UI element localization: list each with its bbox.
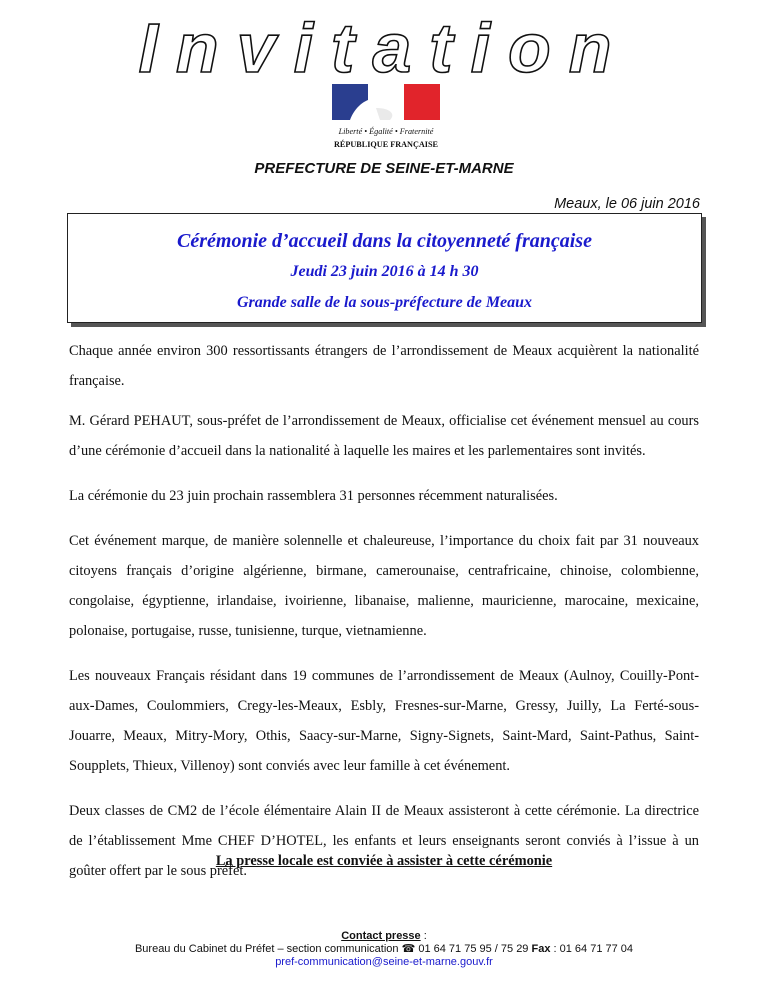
paragraph: Les nouveaux Français résidant dans 19 communes de l’arrondissement de Meaux (Aulnoy, Couilly-Pont-aux-Dames, Coulommiers, Cregy-les-Meaux, Esbly, Fresnes-sur-Marne, Gressy, Juilly, La Ferté-sous-Jouarre, Meaux, Mitry-Mory, Othis, Saacy-sur-Marne, Signy-Signets, Saint-Mard, Saint-Pathus, Saint-Soupplets, Thieux, Villenoy) sont conviés avec leur famille à cet événement. bbox=[69, 668, 699, 774]
paragraph: Chaque année environ 300 ressortissants étrangers de l’arrondissement de Meaux acquièrent la nationalité française. bbox=[69, 343, 699, 389]
invitation-title-graphic bbox=[0, 14, 768, 84]
fax-label: Fax bbox=[531, 943, 551, 955]
paragraph: M. Gérard PEHAUT, sous-préfet de l’arrondissement de Meaux, officialise cet événement mensuel au cours d’une cérémonie d’accueil dans la nationalité à laquelle les maires et les parlementaires sont invités. bbox=[69, 413, 699, 459]
contact-office: Bureau du Cabinet du Préfet – section communication bbox=[134, 943, 399, 955]
marianne-logo bbox=[330, 84, 440, 156]
logo-motto: Liberté • Égalité • Fraternité bbox=[338, 127, 434, 136]
paragraph: Cet événement marque, de manière solennelle et chaleureuse, l’importance du choix fait par 31 nouveaux citoyens français d’origine algérienne, birmane, camerounaise, centrafricaine, chinoise, colombienne, congolaise, égyptienne, irlandaise, ivoirienne, libanaise, malienne, mauricienne, marocaine, mexicaine, polonaise, portugaise, russe, tunisienne, turque, vietnamienne. bbox=[69, 533, 699, 639]
contact-email-link[interactable]: pref-communication@seine-et-marne.gouv.fr bbox=[275, 956, 493, 968]
prefecture-heading: PREFECTURE DE SEINE-ET-MARNE bbox=[254, 160, 514, 177]
body-text bbox=[69, 336, 699, 901]
logo-republic: RÉPUBLIQUE FRANÇAISE bbox=[334, 140, 438, 149]
event-datetime: Jeudi 23 juin 2016 à 14 h 30 bbox=[290, 263, 479, 280]
paragraph: Deux classes de CM2 de l’école élémentaire Alain II de Meaux assisteront à cette cérémonie. La directrice de l’établissement Mme CHEF D’HOTEL, les enfants et leurs enseignants seront conviés à l’issue à un goûter offert par le sous préfet. bbox=[69, 803, 699, 879]
invitation-title-text: Invitation bbox=[138, 14, 630, 84]
phone-icon: ☎ bbox=[401, 943, 416, 955]
contact-block: Contact presse : Bureau du Cabinet du Préfet – section communication ☎ 01 64 71 75 95 / 75 29 Fax : 01 64 71 77 04 pref-communication@seine-et-marne.gouv.fr bbox=[134, 930, 634, 968]
press-note: La presse locale est conviée à assister à cette cérémonie bbox=[215, 853, 553, 869]
flag-red-band bbox=[404, 84, 440, 120]
republique-francaise-logo bbox=[330, 84, 440, 156]
paragraph: La cérémonie du 23 juin prochain rassemblera 31 personnes récemment naturalisées. bbox=[69, 488, 558, 504]
contact-label: Contact presse bbox=[341, 930, 421, 942]
date-line: Meaux, le 06 juin 2016 bbox=[554, 196, 700, 212]
invitation-title bbox=[0, 14, 768, 84]
event-box bbox=[67, 213, 702, 323]
contact-fax: 01 64 71 77 04 bbox=[559, 943, 634, 955]
event-venue: Grande salle de la sous-préfecture de Meaux bbox=[236, 294, 533, 311]
event-title: Cérémonie d’accueil dans la citoyenneté française bbox=[177, 230, 592, 252]
contact-phone: 01 64 71 75 95 / 75 29 bbox=[418, 943, 529, 955]
